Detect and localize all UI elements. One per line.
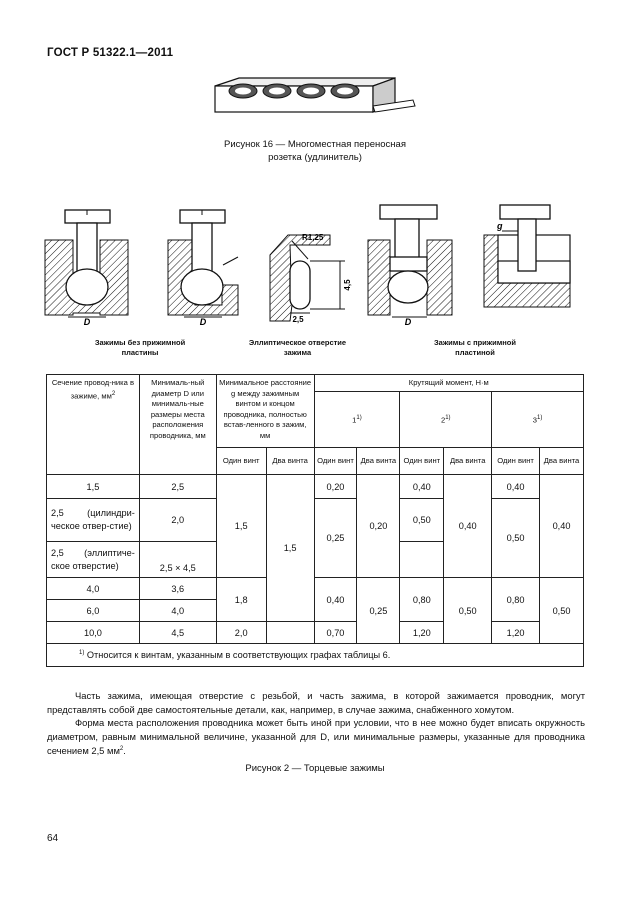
header-torque-col1: 1$^{1)}$ — [314, 392, 400, 448]
terminal-without-plate-2 — [168, 210, 240, 327]
header-torque: Крутящий момент, Н·м — [314, 375, 583, 392]
cell-t2-one: 1,20 — [400, 622, 444, 644]
cell-section: 10,0 — [47, 622, 140, 644]
dim-height: 4,5 — [343, 279, 352, 291]
dim-g: g — [497, 221, 503, 231]
figure16-caption-line2: розетка (удлинитель) — [268, 152, 362, 163]
cell-t2-one-empty — [400, 542, 444, 578]
cell-section: 1,5 — [47, 475, 140, 499]
cell-t2-one: 0,80 — [400, 578, 444, 622]
cell-g-one: 2,0 — [216, 622, 266, 644]
cell-t2-one: 0,40 — [400, 475, 444, 499]
cell-section: 2,5 (цилиндри-ческое отвер-стие) — [47, 499, 140, 542]
dim-d-1: D — [83, 317, 91, 327]
paragraph-2: Форма места расположения проводника может быть иной при условии, что в нее можно будет вписать окружность диаметром, равным минимальной величине, указанной для D, или минимальные размеры, указанные для проводника сечением 2,5 $мм^2$. — [47, 717, 585, 757]
dim-radius: R1,25 — [302, 233, 324, 242]
cell-diam: 4,0 — [139, 600, 216, 622]
header-t1-two: Два винта — [357, 448, 400, 475]
cell-t1-one: 0,25 — [314, 499, 357, 578]
header-g-one: Один винт — [216, 448, 266, 475]
cell-t1-one: 0,70 — [314, 622, 357, 644]
cell-section: 6,0 — [47, 600, 140, 622]
terminal-table — [46, 374, 584, 667]
cell-diam: 4,5 — [139, 622, 216, 644]
page-number: 64 — [47, 833, 59, 844]
power-strip-illustration — [205, 72, 425, 128]
cell-diam: 3,6 — [139, 578, 216, 600]
cell-diam: 2,0 — [139, 499, 216, 542]
cell-g-two: 1,5 — [266, 475, 314, 622]
label-with-plate-line1: Зажимы с прижимной — [433, 338, 516, 347]
figure16-caption-line1: Рисунок 16 — Многоместная переносная — [224, 139, 406, 150]
label-elliptical — [230, 338, 365, 358]
cell-t1-one: 0,20 — [314, 475, 357, 499]
cell-t3-one: 0,50 — [492, 499, 540, 578]
label-without-plate-line1: Зажимы без прижимной — [94, 338, 186, 347]
cell-section: 4,0 — [47, 578, 140, 600]
cell-t3-two: 0,40 — [540, 475, 584, 578]
terminal-with-plate-2 — [484, 205, 570, 307]
cell-t3-one: 0,40 — [492, 475, 540, 499]
header-t2-two: Два винта — [444, 448, 492, 475]
cell-t1-two: 0,20 — [357, 475, 400, 578]
label-with-plate-line2: пластиной — [455, 348, 495, 357]
cell-t3-one: 1,20 — [492, 622, 540, 644]
cell-diam: 2,5 — [139, 475, 216, 499]
cell-diam: 2,5 × 4,5 — [139, 542, 216, 578]
dim-width: 2,5 — [292, 315, 304, 324]
header-t2-one: Один винт — [400, 448, 444, 475]
header-torque-col2: 2$^{1)}$ — [400, 392, 492, 448]
figure16-caption — [190, 138, 440, 164]
standard-header: ГОСТ Р 51322.1—2011 — [47, 47, 174, 59]
cell-g-one: 1,5 — [216, 475, 266, 578]
header-t1-one: Один винт — [314, 448, 357, 475]
cell-t3-two: 0,50 — [540, 578, 584, 644]
terminal-with-plate-1 — [368, 205, 452, 327]
header-t3-two: Два винта — [540, 448, 584, 475]
cell-section: 2,5 (эллиптиче-ское отверстие) — [47, 542, 140, 578]
cell-t1-two: 0,25 — [357, 578, 400, 644]
header-diameter: Минималь-ный диаметр D или минималь-ные размеры места расположения проводника, мм — [139, 375, 216, 475]
cell-t2-two: 0,40 — [444, 475, 492, 578]
header-g-two: Два винта — [266, 448, 314, 475]
dim-d-3: D — [404, 317, 412, 327]
figure2-caption: Рисунок 2 — Торцевые зажимы — [245, 763, 385, 774]
cell-t1-one: 0,40 — [314, 578, 357, 622]
header-t3-one: Один винт — [492, 448, 540, 475]
cell-t3-one: 0,80 — [492, 578, 540, 622]
cell-g-one: 1,8 — [216, 578, 266, 622]
cell-g-two-empty — [266, 622, 314, 644]
elliptical-hole-drawing — [270, 233, 352, 324]
header-torque-col3: 3$^{1)}$ — [492, 392, 584, 448]
cell-t2-two: 0,50 — [444, 578, 492, 644]
table-footnote: $^{1)}$ Относится к винтам, указанным в соответствующих графах таблицы 6. — [47, 644, 584, 667]
dim-d-2: D — [199, 317, 207, 327]
label-elliptical-line1: Эллиптическое отверстие — [248, 338, 347, 347]
header-distance: Минимальное расстояние g между зажимным винтом и концом проводника, полностью встав-ленного в зажим, мм — [216, 375, 314, 448]
label-with-plate — [415, 338, 535, 358]
label-without-plate — [80, 338, 200, 358]
label-without-plate-line2: пластины — [121, 348, 159, 357]
header-section: Сечение провод-ника в зажиме, $мм^2$ — [47, 375, 140, 475]
terminal-without-plate-1 — [45, 210, 128, 327]
paragraph-1: Часть зажима, имеющая отверстие с резьбой, и часть зажима, в которой зажимается проводник, могут представлять собой две самостоятельные детали, как, например, в случае зажима, снабженного хомутом. — [47, 690, 585, 715]
label-elliptical-line2: зажима — [283, 348, 312, 357]
cell-t2-one: 0,50 — [400, 499, 444, 542]
